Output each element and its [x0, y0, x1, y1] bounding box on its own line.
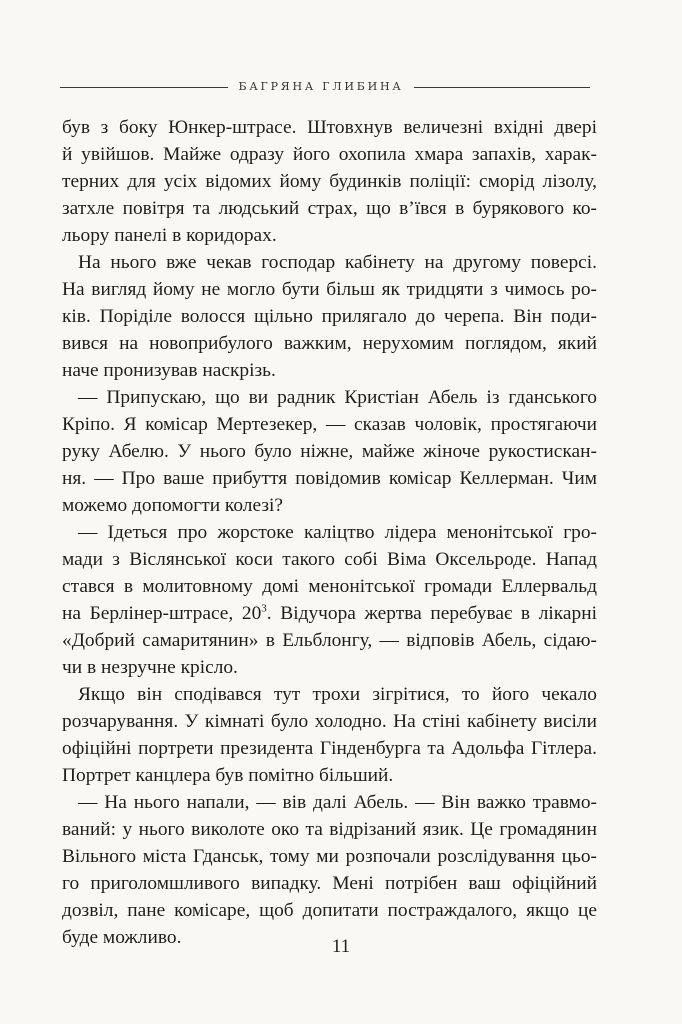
text-line: — На нього напали, — вів далі Абель. — Він важко травмо-: [78, 792, 597, 813]
text-line: льору панелі в коридорах.: [62, 225, 277, 246]
text-line: На вигляд йому не могло бути більш як тридцяти з чимось ро-: [62, 279, 597, 300]
text-line-with-footnote: [62, 600, 597, 627]
text-line: руку Абелю. У нього було ніжне, майже жіноче рукостискан-: [62, 441, 597, 462]
text-line: чи в незручне крісло.: [62, 657, 238, 678]
text-fragment: на Берлінер-штрасе, 20: [62, 603, 262, 624]
text-line: буде можливо.: [62, 927, 182, 948]
text-line: офіційні портрети президента Гінденбурга та Адольфа Гітлера.: [62, 738, 597, 759]
text-line: го приголомшливого випадку. Мені потрібен ваш офіційний: [62, 873, 597, 894]
body-text: [62, 114, 597, 951]
text-line: «Добрий самаритянин» в Ельблонгу, — відповів Абель, сідаю-: [62, 630, 597, 651]
page-number: 11: [331, 936, 351, 957]
text-line: був з боку Юнкер-штрасе. Штовхнув величезні вхідні двері: [62, 117, 597, 138]
text-fragment: . Відучора жертва перебуває в лікарні: [266, 603, 597, 624]
text-line: наче пронизував наскрізь.: [62, 360, 276, 381]
text-line: ків. Поріділе волосся щільно прилягало до черепа. Він поди-: [62, 306, 597, 327]
text-line: мади з Віслянської коси такого собі Віма Оксельроде. Напад: [62, 549, 597, 570]
text-line: й увійшов. Майже одразу його охопила хмара запахів, харак-: [62, 144, 597, 165]
text-line: Якщо він сподівався тут трохи зігрітися, то його чекало: [78, 684, 597, 705]
text-line: На нього вже чекав господар кабінету на другому поверсі.: [78, 252, 597, 273]
text-line: вився на новоприбулого важким, нерухомим поглядом, який: [62, 333, 597, 354]
text-line: Кріпо. Я комісар Мертезекер, — сказав чоловік, простягаючи: [62, 414, 597, 435]
header-rule-left: [60, 87, 228, 88]
header-rule-right: [414, 87, 590, 88]
text-line: дозвіл, пане комісаре, щоб допитати постраждалого, якщо це: [62, 900, 597, 921]
text-line: затхле повітря та людський страх, що в’ївся в бурякового ко-: [62, 198, 597, 219]
text-line: — Ідеться про жорстоке каліцтво лідера менонітської гро-: [78, 522, 597, 543]
text-line: розчарування. У кімнаті було холодно. На стіні кабінету висіли: [62, 711, 597, 732]
text-line: Портрет канцлера був помітно більший.: [62, 765, 394, 786]
text-line: ня. — Про ваше прибуття повідомив комісар Келлерман. Чим: [62, 468, 597, 489]
text-line: можемо допомогти колезі?: [62, 495, 283, 516]
text-line: стався в молитовному домі менонітської громади Еллервальд: [62, 576, 597, 597]
text-line: — Припускаю, що ви радник Кристіан Абель із гданського: [78, 387, 597, 408]
footnote-reference: 3: [261, 602, 267, 615]
text-line: терних для усіх відомих йому будинків поліції: сморід лізолу,: [62, 171, 597, 192]
running-head: БАГРЯНА ГЛИБИНА: [238, 80, 404, 93]
text-line: ваний: у нього виколоте око та відрізаний язик. Це громадянин: [62, 819, 597, 840]
text-line: Вільного міста Гданськ, тому ми розпочали розслідування цьо-: [62, 846, 597, 867]
